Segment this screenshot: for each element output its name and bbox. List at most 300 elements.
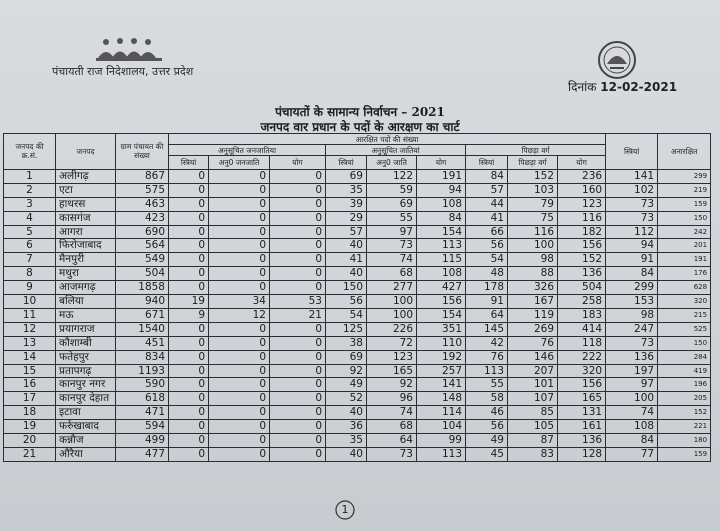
cell-serial: 6 bbox=[4, 239, 56, 253]
cell-serial: 8 bbox=[4, 267, 56, 281]
cell-sc-women: 49 bbox=[326, 378, 367, 392]
cell-sc-women: 40 bbox=[326, 267, 367, 281]
cell-sc-total: 115 bbox=[417, 253, 466, 267]
cell-serial: 16 bbox=[4, 378, 56, 392]
cell-obc: 152 bbox=[508, 169, 558, 183]
table-row bbox=[4, 392, 711, 406]
header-district: जनपद bbox=[56, 134, 116, 170]
cell-unreserved: 150 bbox=[658, 336, 711, 350]
cell-st-women: 0 bbox=[169, 336, 209, 350]
header-st-women: स्त्रियां bbox=[169, 156, 209, 170]
cell-obc: 269 bbox=[508, 322, 558, 336]
cell-sc-total: 154 bbox=[417, 308, 466, 322]
cell-total-gp: 549 bbox=[116, 253, 169, 267]
cell-sc-women: 41 bbox=[326, 253, 367, 267]
table-row bbox=[4, 295, 711, 309]
cell-total-gp: 1193 bbox=[116, 364, 169, 378]
table-row bbox=[4, 364, 711, 378]
cell-women: 73 bbox=[606, 211, 658, 225]
cell-total-gp: 671 bbox=[116, 308, 169, 322]
cell-obc-total: 116 bbox=[558, 211, 606, 225]
cell-st: 0 bbox=[209, 211, 270, 225]
cell-total-gp: 575 bbox=[116, 183, 169, 197]
header-reserved-posts: आरक्षित पदों की संख्या bbox=[169, 134, 606, 145]
cell-st-women: 0 bbox=[169, 239, 209, 253]
cell-total-gp: 499 bbox=[116, 434, 169, 448]
cell-women: 299 bbox=[606, 281, 658, 295]
cell-st-total: 0 bbox=[270, 239, 326, 253]
cell-district: हाथरस bbox=[56, 197, 116, 211]
cell-sc: 68 bbox=[367, 267, 417, 281]
cell-sc: 68 bbox=[367, 420, 417, 434]
cell-obc: 146 bbox=[508, 350, 558, 364]
cell-obc-women: 46 bbox=[466, 406, 508, 420]
cell-st-total: 0 bbox=[270, 350, 326, 364]
cell-obc: 167 bbox=[508, 295, 558, 309]
cell-st-total: 0 bbox=[270, 392, 326, 406]
cell-total-gp: 423 bbox=[116, 211, 169, 225]
cell-st: 0 bbox=[209, 183, 270, 197]
cell-district: आजमगढ़ bbox=[56, 281, 116, 295]
cell-serial: 1 bbox=[4, 169, 56, 183]
cell-sc-women: 35 bbox=[326, 434, 367, 448]
cell-obc: 119 bbox=[508, 308, 558, 322]
table-row bbox=[4, 406, 711, 420]
cell-sc-women: 54 bbox=[326, 308, 367, 322]
cell-obc-women: 56 bbox=[466, 420, 508, 434]
cell-serial: 4 bbox=[4, 211, 56, 225]
cell-sc-women: 125 bbox=[326, 322, 367, 336]
cell-st-total: 21 bbox=[270, 308, 326, 322]
cell-obc: 101 bbox=[508, 378, 558, 392]
cell-total-gp: 590 bbox=[116, 378, 169, 392]
reservation-table bbox=[3, 133, 711, 462]
cell-obc-women: 54 bbox=[466, 253, 508, 267]
cell-obc-women: 57 bbox=[466, 183, 508, 197]
cell-st-total: 0 bbox=[270, 253, 326, 267]
cell-women: 84 bbox=[606, 267, 658, 281]
cell-total-gp: 471 bbox=[116, 406, 169, 420]
cell-unreserved: 176 bbox=[658, 267, 711, 281]
cell-sc: 165 bbox=[367, 364, 417, 378]
cell-st-total: 0 bbox=[270, 336, 326, 350]
cell-st-total: 0 bbox=[270, 448, 326, 462]
cell-sc: 100 bbox=[367, 295, 417, 309]
cell-obc: 326 bbox=[508, 281, 558, 295]
cell-women: 197 bbox=[606, 364, 658, 378]
cell-st-women: 0 bbox=[169, 420, 209, 434]
cell-st: 0 bbox=[209, 322, 270, 336]
cell-st-women: 9 bbox=[169, 308, 209, 322]
cell-obc: 88 bbox=[508, 267, 558, 281]
table-row bbox=[4, 434, 711, 448]
cell-st-total: 0 bbox=[270, 183, 326, 197]
cell-women: 84 bbox=[606, 434, 658, 448]
cell-obc-total: 128 bbox=[558, 448, 606, 462]
cell-total-gp: 594 bbox=[116, 420, 169, 434]
cell-obc-women: 45 bbox=[466, 448, 508, 462]
cell-sc-women: 29 bbox=[326, 211, 367, 225]
table-row bbox=[4, 378, 711, 392]
cell-obc: 207 bbox=[508, 364, 558, 378]
cell-sc-women: 38 bbox=[326, 336, 367, 350]
cell-sc: 226 bbox=[367, 322, 417, 336]
cell-sc: 100 bbox=[367, 308, 417, 322]
cell-obc-women: 178 bbox=[466, 281, 508, 295]
cell-sc: 74 bbox=[367, 253, 417, 267]
cell-women: 136 bbox=[606, 350, 658, 364]
table-row bbox=[4, 281, 711, 295]
cell-obc-total: 182 bbox=[558, 225, 606, 239]
cell-st-women: 0 bbox=[169, 392, 209, 406]
cell-st-women: 0 bbox=[169, 183, 209, 197]
cell-district: फर्रुखाबाद bbox=[56, 420, 116, 434]
cell-serial: 10 bbox=[4, 295, 56, 309]
cell-obc-total: 156 bbox=[558, 239, 606, 253]
cell-st-total: 0 bbox=[270, 225, 326, 239]
cell-st-total: 0 bbox=[270, 169, 326, 183]
cell-st: 0 bbox=[209, 239, 270, 253]
cell-sc-women: 69 bbox=[326, 169, 367, 183]
header-serial: जनपद की क्र.सं. bbox=[4, 134, 56, 170]
cell-unreserved: 219 bbox=[658, 183, 711, 197]
cell-sc: 55 bbox=[367, 211, 417, 225]
cell-obc: 116 bbox=[508, 225, 558, 239]
cell-st-total: 0 bbox=[270, 211, 326, 225]
cell-women: 97 bbox=[606, 378, 658, 392]
cell-total-gp: 564 bbox=[116, 239, 169, 253]
table-row bbox=[4, 322, 711, 336]
cell-district: कन्नौज bbox=[56, 434, 116, 448]
cell-sc: 97 bbox=[367, 225, 417, 239]
cell-obc-women: 41 bbox=[466, 211, 508, 225]
cell-obc-total: 320 bbox=[558, 364, 606, 378]
cell-obc: 79 bbox=[508, 197, 558, 211]
cell-district: प्रतापगढ़ bbox=[56, 364, 116, 378]
cell-district: प्रयागराज bbox=[56, 322, 116, 336]
cell-total-gp: 1858 bbox=[116, 281, 169, 295]
cell-st-women: 0 bbox=[169, 364, 209, 378]
cell-st: 34 bbox=[209, 295, 270, 309]
cell-obc-total: 131 bbox=[558, 406, 606, 420]
table-row bbox=[4, 239, 711, 253]
cell-sc-women: 52 bbox=[326, 392, 367, 406]
cell-sc-total: 104 bbox=[417, 420, 466, 434]
header-sc-total: योग bbox=[417, 156, 466, 170]
cell-serial: 3 bbox=[4, 197, 56, 211]
cell-sc-total: 192 bbox=[417, 350, 466, 364]
cell-sc-total: 108 bbox=[417, 197, 466, 211]
cell-total-gp: 477 bbox=[116, 448, 169, 462]
cell-st: 0 bbox=[209, 448, 270, 462]
cell-sc-women: 39 bbox=[326, 197, 367, 211]
cell-sc: 123 bbox=[367, 350, 417, 364]
cell-obc: 105 bbox=[508, 420, 558, 434]
cell-sc-total: 108 bbox=[417, 267, 466, 281]
cell-district: कानपुर देहात bbox=[56, 392, 116, 406]
cell-total-gp: 867 bbox=[116, 169, 169, 183]
cell-st: 0 bbox=[209, 434, 270, 448]
cell-st: 0 bbox=[209, 169, 270, 183]
header-group-obc: पिछड़ा वर्ग bbox=[466, 145, 606, 156]
table-row bbox=[4, 350, 711, 364]
cell-serial: 9 bbox=[4, 281, 56, 295]
cell-unreserved: 150 bbox=[658, 211, 711, 225]
cell-sc-women: 36 bbox=[326, 420, 367, 434]
cell-obc-total: 156 bbox=[558, 378, 606, 392]
cell-women: 73 bbox=[606, 336, 658, 350]
cell-sc-total: 191 bbox=[417, 169, 466, 183]
cell-women: 100 bbox=[606, 392, 658, 406]
cell-women: 102 bbox=[606, 183, 658, 197]
cell-sc-total: 84 bbox=[417, 211, 466, 225]
cell-st: 0 bbox=[209, 281, 270, 295]
cell-obc-total: 161 bbox=[558, 420, 606, 434]
cell-total-gp: 1540 bbox=[116, 322, 169, 336]
cell-district: कौशाम्बी bbox=[56, 336, 116, 350]
cell-sc-total: 110 bbox=[417, 336, 466, 350]
document-title: पंचायतों के सामान्य निर्वाचन – 2021 bbox=[275, 105, 445, 119]
header-obc: पिछड़ा वर्ग bbox=[508, 156, 558, 170]
cell-sc: 122 bbox=[367, 169, 417, 183]
cell-serial: 20 bbox=[4, 434, 56, 448]
cell-serial: 5 bbox=[4, 225, 56, 239]
cell-district: एटा bbox=[56, 183, 116, 197]
cell-unreserved: 221 bbox=[658, 420, 711, 434]
cell-st: 0 bbox=[209, 378, 270, 392]
table-row bbox=[4, 448, 711, 462]
cell-district: इटावा bbox=[56, 406, 116, 420]
cell-sc-total: 154 bbox=[417, 225, 466, 239]
cell-unreserved: 196 bbox=[658, 378, 711, 392]
cell-st-women: 19 bbox=[169, 295, 209, 309]
cell-total-gp: 451 bbox=[116, 336, 169, 350]
header-total-gp: ग्राम पंचायत की संख्या bbox=[116, 134, 169, 170]
cell-st: 0 bbox=[209, 350, 270, 364]
cell-obc-women: 58 bbox=[466, 392, 508, 406]
cell-obc-women: 55 bbox=[466, 378, 508, 392]
cell-district: मऊ bbox=[56, 308, 116, 322]
cell-total-gp: 940 bbox=[116, 295, 169, 309]
cell-sc: 72 bbox=[367, 336, 417, 350]
cell-obc: 83 bbox=[508, 448, 558, 462]
cell-women: 94 bbox=[606, 239, 658, 253]
cell-unreserved: 242 bbox=[658, 225, 711, 239]
cell-sc: 59 bbox=[367, 183, 417, 197]
table-row bbox=[4, 267, 711, 281]
cell-district: आगरा bbox=[56, 225, 116, 239]
cell-st-total: 0 bbox=[270, 434, 326, 448]
cell-sc-women: 150 bbox=[326, 281, 367, 295]
cell-women: 247 bbox=[606, 322, 658, 336]
table-row bbox=[4, 183, 711, 197]
cell-obc-total: 136 bbox=[558, 267, 606, 281]
cell-women: 77 bbox=[606, 448, 658, 462]
cell-sc-total: 148 bbox=[417, 392, 466, 406]
cell-st-women: 0 bbox=[169, 281, 209, 295]
header-obc-total: योग bbox=[558, 156, 606, 170]
cell-unreserved: 419 bbox=[658, 364, 711, 378]
cell-sc: 96 bbox=[367, 392, 417, 406]
cell-obc: 76 bbox=[508, 336, 558, 350]
cell-district: मथुरा bbox=[56, 267, 116, 281]
table-row bbox=[4, 169, 711, 183]
cell-women: 112 bbox=[606, 225, 658, 239]
cell-obc-women: 42 bbox=[466, 336, 508, 350]
cell-sc-total: 351 bbox=[417, 322, 466, 336]
cell-sc-women: 40 bbox=[326, 239, 367, 253]
cell-obc: 75 bbox=[508, 211, 558, 225]
cell-serial: 17 bbox=[4, 392, 56, 406]
cell-obc-women: 145 bbox=[466, 322, 508, 336]
cell-obc-total: 258 bbox=[558, 295, 606, 309]
header-obc-women: स्त्रियां bbox=[466, 156, 508, 170]
cell-sc-women: 40 bbox=[326, 406, 367, 420]
cell-obc-women: 66 bbox=[466, 225, 508, 239]
header-women: स्त्रियां bbox=[606, 134, 658, 170]
cell-obc-women: 44 bbox=[466, 197, 508, 211]
cell-district: कासगंज bbox=[56, 211, 116, 225]
cell-serial: 14 bbox=[4, 350, 56, 364]
cell-serial: 21 bbox=[4, 448, 56, 462]
cell-st-total: 53 bbox=[270, 295, 326, 309]
cell-obc: 107 bbox=[508, 392, 558, 406]
cell-sc-women: 40 bbox=[326, 448, 367, 462]
cell-total-gp: 834 bbox=[116, 350, 169, 364]
cell-st-total: 0 bbox=[270, 420, 326, 434]
cell-st-women: 0 bbox=[169, 267, 209, 281]
cell-st-women: 0 bbox=[169, 253, 209, 267]
cell-sc-women: 69 bbox=[326, 350, 367, 364]
cell-unreserved: 628 bbox=[658, 281, 711, 295]
cell-obc-total: 152 bbox=[558, 253, 606, 267]
cell-st-women: 0 bbox=[169, 350, 209, 364]
cell-unreserved: 284 bbox=[658, 350, 711, 364]
cell-obc-women: 113 bbox=[466, 364, 508, 378]
cell-serial: 2 bbox=[4, 183, 56, 197]
cell-sc-women: 92 bbox=[326, 364, 367, 378]
cell-st-total: 0 bbox=[270, 322, 326, 336]
cell-obc-women: 56 bbox=[466, 239, 508, 253]
cell-st: 0 bbox=[209, 253, 270, 267]
cell-st: 0 bbox=[209, 336, 270, 350]
cell-serial: 19 bbox=[4, 420, 56, 434]
cell-st-women: 0 bbox=[169, 169, 209, 183]
cell-unreserved: 191 bbox=[658, 253, 711, 267]
table-row bbox=[4, 225, 711, 239]
cell-women: 73 bbox=[606, 197, 658, 211]
panchayati-raj-logo-icon bbox=[92, 36, 170, 64]
cell-sc-total: 99 bbox=[417, 434, 466, 448]
page-number: 1 bbox=[334, 499, 356, 521]
cell-women: 141 bbox=[606, 169, 658, 183]
cell-serial: 11 bbox=[4, 308, 56, 322]
cell-sc: 74 bbox=[367, 406, 417, 420]
cell-sc: 92 bbox=[367, 378, 417, 392]
cell-total-gp: 618 bbox=[116, 392, 169, 406]
cell-unreserved: 205 bbox=[658, 392, 711, 406]
cell-st-total: 0 bbox=[270, 281, 326, 295]
cell-obc-women: 76 bbox=[466, 350, 508, 364]
cell-st: 0 bbox=[209, 364, 270, 378]
up-government-emblem-icon bbox=[594, 40, 640, 80]
cell-total-gp: 690 bbox=[116, 225, 169, 239]
cell-obc-total: 504 bbox=[558, 281, 606, 295]
cell-st: 0 bbox=[209, 420, 270, 434]
cell-obc-total: 160 bbox=[558, 183, 606, 197]
cell-district: फिरोजाबाद bbox=[56, 239, 116, 253]
cell-district: मैनपुरी bbox=[56, 253, 116, 267]
table-row bbox=[4, 336, 711, 350]
cell-st: 0 bbox=[209, 392, 270, 406]
cell-obc: 85 bbox=[508, 406, 558, 420]
header-group-st: अनुसूचित जनजातिया bbox=[169, 145, 326, 156]
cell-unreserved: 320 bbox=[658, 295, 711, 309]
cell-st-total: 0 bbox=[270, 197, 326, 211]
header-sc: अनु0 जाति bbox=[367, 156, 417, 170]
cell-district: फतेहपुर bbox=[56, 350, 116, 364]
cell-district: बलिया bbox=[56, 295, 116, 309]
cell-obc-women: 91 bbox=[466, 295, 508, 309]
cell-st: 12 bbox=[209, 308, 270, 322]
cell-st-women: 0 bbox=[169, 378, 209, 392]
cell-obc: 98 bbox=[508, 253, 558, 267]
cell-sc-total: 113 bbox=[417, 239, 466, 253]
cell-sc-total: 141 bbox=[417, 378, 466, 392]
cell-serial: 7 bbox=[4, 253, 56, 267]
header-sc-women: स्त्रियां bbox=[326, 156, 367, 170]
cell-st-women: 0 bbox=[169, 197, 209, 211]
cell-sc-total: 427 bbox=[417, 281, 466, 295]
cell-sc-total: 113 bbox=[417, 448, 466, 462]
cell-women: 74 bbox=[606, 406, 658, 420]
cell-sc-total: 156 bbox=[417, 295, 466, 309]
cell-st-women: 0 bbox=[169, 322, 209, 336]
cell-st-total: 0 bbox=[270, 406, 326, 420]
cell-obc-women: 64 bbox=[466, 308, 508, 322]
cell-serial: 18 bbox=[4, 406, 56, 420]
cell-st-total: 0 bbox=[270, 364, 326, 378]
cell-sc-women: 57 bbox=[326, 225, 367, 239]
cell-sc-total: 94 bbox=[417, 183, 466, 197]
document-date: दिनांक 12-02-2021 bbox=[568, 80, 678, 94]
cell-sc-women: 35 bbox=[326, 183, 367, 197]
cell-sc-total: 114 bbox=[417, 406, 466, 420]
table-row bbox=[4, 253, 711, 267]
cell-st-women: 0 bbox=[169, 211, 209, 225]
cell-st-women: 0 bbox=[169, 434, 209, 448]
cell-serial: 12 bbox=[4, 322, 56, 336]
table-row bbox=[4, 197, 711, 211]
cell-unreserved: 215 bbox=[658, 308, 711, 322]
cell-sc: 73 bbox=[367, 239, 417, 253]
cell-unreserved: 201 bbox=[658, 239, 711, 253]
cell-obc-total: 414 bbox=[558, 322, 606, 336]
cell-obc-total: 165 bbox=[558, 392, 606, 406]
cell-obc-total: 222 bbox=[558, 350, 606, 364]
cell-serial: 15 bbox=[4, 364, 56, 378]
cell-obc-total: 123 bbox=[558, 197, 606, 211]
cell-st: 0 bbox=[209, 197, 270, 211]
cell-obc-total: 183 bbox=[558, 308, 606, 322]
cell-women: 98 bbox=[606, 308, 658, 322]
cell-st: 0 bbox=[209, 406, 270, 420]
cell-unreserved: 180 bbox=[658, 434, 711, 448]
table-body bbox=[4, 169, 711, 461]
cell-serial: 13 bbox=[4, 336, 56, 350]
cell-district: कानपुर नगर bbox=[56, 378, 116, 392]
cell-obc-women: 48 bbox=[466, 267, 508, 281]
